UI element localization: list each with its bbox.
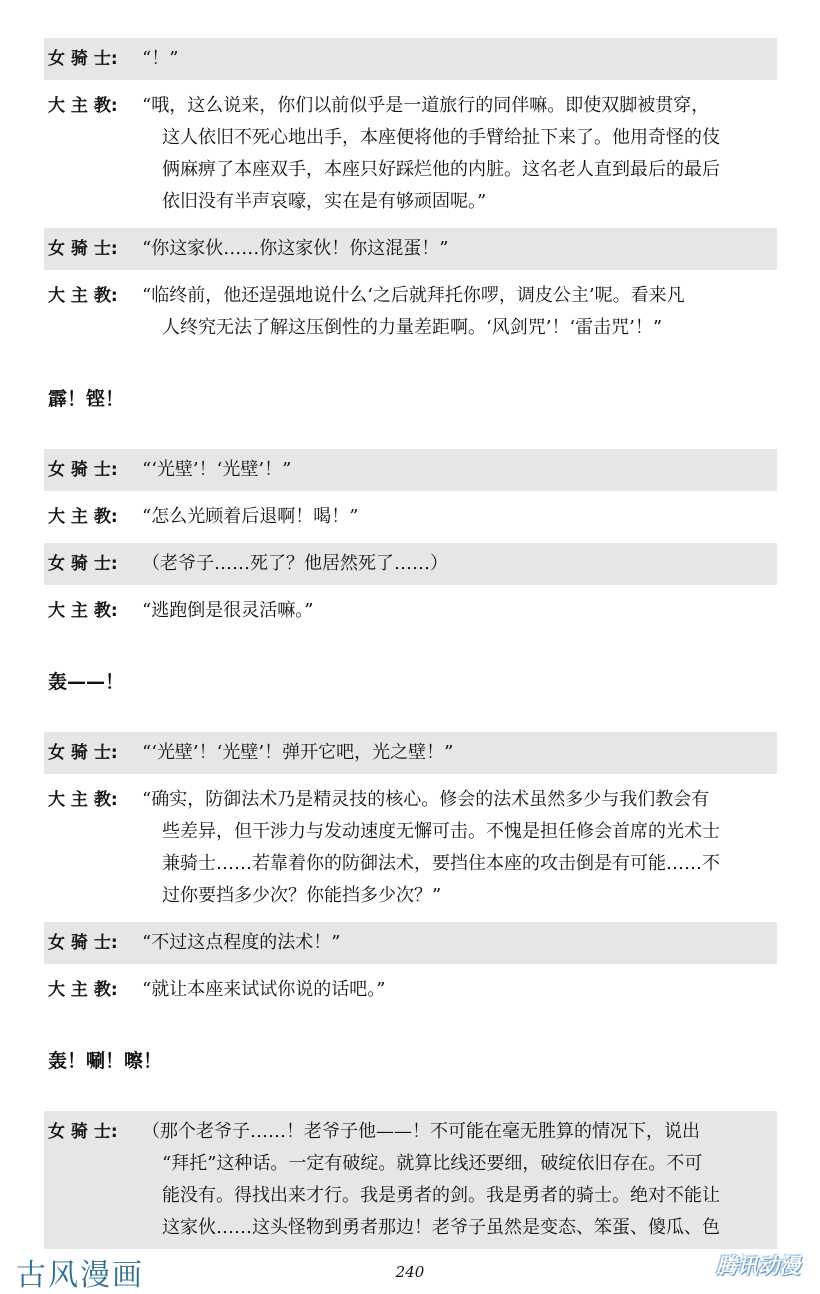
speaker-label: 女 骑 士: — [48, 743, 118, 763]
watermark-gufeng: 古风漫画 — [16, 1258, 144, 1293]
dialogue-line — [44, 969, 777, 1011]
speech-text — [142, 1116, 777, 1244]
speaker-label: 大 主 教: — [48, 286, 118, 306]
speaker-label: 女 骑 士: — [48, 239, 118, 259]
speech-line: “临终前，他还逞强地说什么‘之后就拜托你啰，调皮公主’呢。看来凡 — [142, 285, 685, 306]
speech-line: “不过这点程度的法术！” — [142, 932, 341, 953]
speaker-label: 女 骑 士: — [48, 933, 118, 953]
speaker-label: 大 主 教: — [48, 980, 118, 1000]
speech-line: “！” — [142, 48, 179, 69]
dialogue-line — [44, 922, 777, 964]
speech-text — [142, 454, 777, 486]
speech-line: “哦，这么说来，你们以前似乎是一道旅行的同伴嘛。即使双脚被贯穿， — [142, 95, 710, 116]
speech-text — [142, 927, 777, 959]
speaker-label: 大 主 教: — [48, 790, 118, 810]
speech-line: 些差异，但干涉力与发动速度无懈可击。不愧是担任修会首席的光术士 — [162, 821, 720, 842]
dialogue-line — [44, 275, 777, 349]
speaker-label: 女 骑 士: — [48, 554, 118, 574]
speech-text — [142, 595, 777, 627]
speech-line: “确实，防御法术乃是精灵技的核心。修会的法术虽然多少与我们教会有 — [142, 789, 710, 810]
speech-line: “你这家伙……你这家伙！你这混蛋！” — [142, 238, 449, 259]
dialogue-line — [44, 449, 777, 491]
speech-line: “就让本座来试试你说的话吧。” — [142, 979, 386, 1000]
speaker-label: 大 主 教: — [48, 507, 118, 527]
sound-effect: 轰——！ — [48, 671, 125, 693]
page-number: 240 — [395, 1263, 425, 1281]
speaker-label: 女 骑 士: — [48, 1122, 118, 1142]
speaker-label: 大 主 教: — [48, 96, 118, 116]
dialogue-line — [44, 590, 777, 632]
sound-effect: 轰！唰！嚓！ — [48, 1050, 163, 1072]
dialogue-line — [44, 85, 777, 223]
speech-text — [142, 90, 777, 218]
speech-text — [142, 974, 777, 1006]
dialogue-line — [44, 732, 777, 774]
dialogue-line — [44, 543, 777, 585]
dialogue-line — [44, 38, 777, 80]
document-body — [44, 38, 777, 1254]
speech-text — [142, 501, 777, 533]
speech-line: 这人依旧不死心地出手，本座便将他的手臂给扯下来了。他用奇怪的伎 — [162, 127, 720, 148]
speaker-label: 女 骑 士: — [48, 49, 118, 69]
speech-text — [142, 43, 777, 75]
speech-text — [142, 548, 777, 580]
dialogue-line — [44, 1111, 777, 1249]
speech-line: “逃跑倒是很灵活嘛。” — [142, 600, 314, 621]
speech-line: 这家伙……这头怪物到勇者那边！老爷子虽然是变态、笨蛋、傻瓜、色 — [162, 1217, 720, 1238]
speaker-label: 女 骑 士: — [48, 460, 118, 480]
watermark-tencent: 腾讯动漫 — [716, 1254, 800, 1278]
speech-text — [142, 784, 777, 912]
dialogue-line — [44, 496, 777, 538]
speech-line: “拜托”这种话。一定有破绽。就算比线还要细，破绽依旧存在。不可 — [162, 1153, 703, 1174]
speech-text — [142, 233, 777, 265]
speech-line: 俩麻痹了本座双手，本座只好踩烂他的内脏。这名老人直到最后的最后 — [162, 159, 720, 180]
dialogue-line — [44, 779, 777, 917]
sound-effect: 霹！铿！ — [48, 388, 125, 410]
dialogue-line — [44, 228, 777, 270]
speech-line: 依旧没有半声哀嚎，实在是有够顽固呢。” — [162, 191, 487, 212]
speaker-label: 大 主 教: — [48, 601, 118, 621]
speech-line: “‘光壁’！‘光壁’！弹开它吧，光之壁！” — [142, 742, 454, 763]
speech-line: （老爷子……死了？他居然死了……） — [142, 553, 448, 574]
speech-line: （那个老爷子……！老爷子他——！不可能在毫无胜算的情况下，说出 — [142, 1121, 700, 1142]
speech-line: 兼骑士……若靠着你的防御法术，要挡住本座的攻击倒是有可能……不 — [162, 853, 720, 874]
speech-line: “‘光壁’！‘光壁’！” — [142, 459, 292, 480]
speech-text — [142, 737, 777, 769]
speech-line: 过你要挡多少次？你能挡多少次？” — [162, 885, 442, 906]
speech-text — [142, 280, 777, 344]
speech-line: “怎么光顾着后退啊！喝！” — [142, 506, 359, 527]
speech-line: 人终究无法了解这压倒性的力量差距啊。‘风剑咒’！‘雷击咒’！” — [162, 317, 663, 338]
speech-line: 能没有。得找出来才行。我是勇者的剑。我是勇者的骑士。绝对不能让 — [162, 1185, 720, 1206]
